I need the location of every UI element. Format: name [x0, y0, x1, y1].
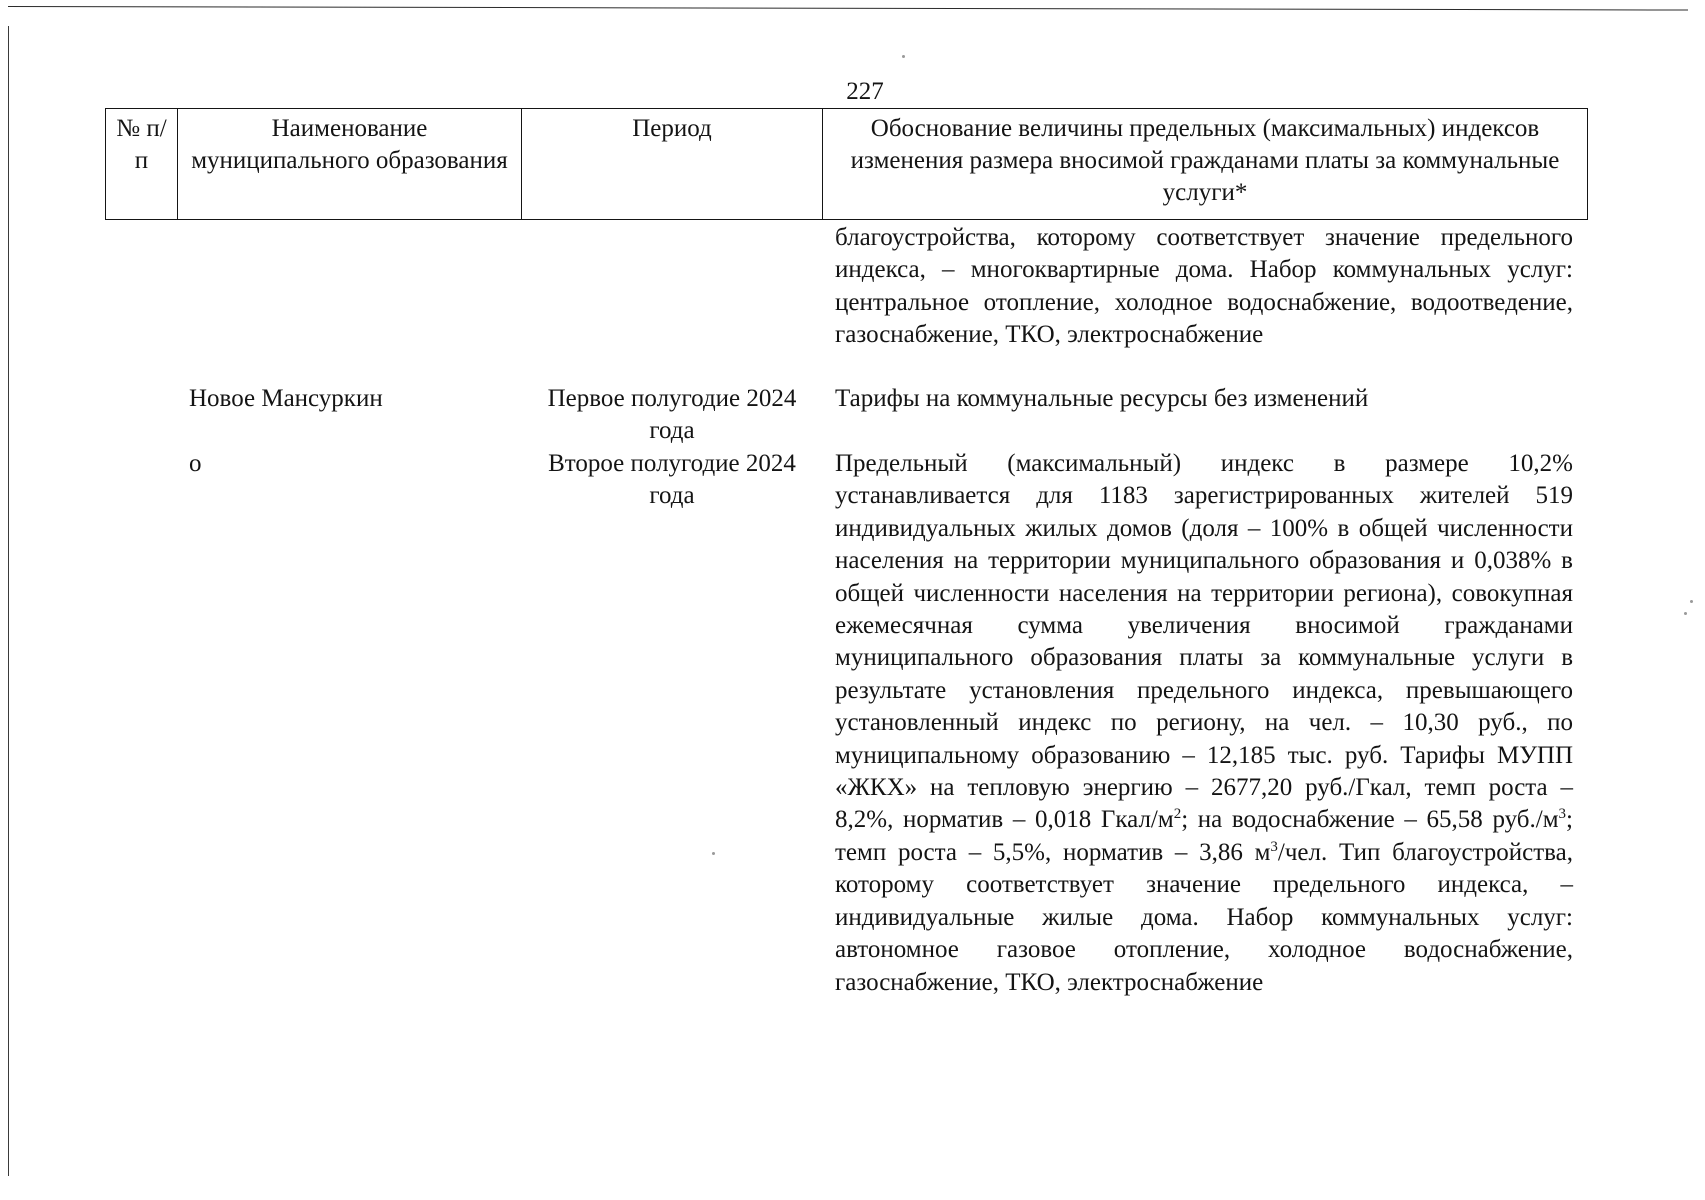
justification-second-half: Предельный (максимальный) индекс в размере 10,2% устанавливается для 1183 зарегистрированных жителей 519 индивидуальных жилых домов (доля – 100% в общей численности населения на территории муниципального образования и 0,038% в общей численности населения на территории региона), совокупная ежемесячная сумма увеличения вносимой гражданами муниципального образования платы за коммунальные услуги в результате установления предельного индекса, превышающего установленный индекс по региону, на чел. – 10,30 руб., по муниципальному образованию – 12,185 тыс. руб. Тарифы МУПП «ЖКХ» на тепловую энергию – 2677,20 руб./Гкал, темп роста – 8,2%, норматив – 0,018 Гкал/$м^2$; на водоснабжение – 65,58 $руб./м^3$; темп роста – 5,5%, норматив – 3,86 $м^3$/чел. Тип благоустройства, которому соответствует значение предельного индекса, – индивидуальные жилые дома. Набор коммунальных услуг: автономное газовое отопление, холодное водоснабжение, газоснабжение, ТКО, электроснабжение	[835, 450, 1573, 996]
scan-speck	[712, 852, 715, 855]
scan-edge-top	[8, 6, 1688, 11]
page-number: 227	[846, 78, 884, 105]
header-period: Период	[522, 109, 823, 220]
table-header-row	[106, 109, 1588, 220]
period-first-half: Первое полугодие 2024 года	[547, 385, 797, 445]
header-number: № п/п	[106, 109, 178, 220]
municipality-name-continuation: о	[189, 450, 202, 477]
header-justification: Обоснование величины предельных (максимальных) индексов изменения размера вносимой гражданами платы за коммунальные услуги*	[823, 109, 1588, 220]
scan-edge-left	[8, 26, 9, 1176]
header-municipality: Наименование муниципального образования	[178, 109, 522, 220]
superscript-3: 3	[1270, 838, 1278, 855]
justification-first-half: Тарифы на коммунальные ресурсы без изменений	[835, 385, 1369, 412]
scan-speck	[902, 55, 905, 58]
superscript-3: 3	[1558, 806, 1567, 823]
continued-justification: благоустройства, которому соответствует значение предельного индекса, – многоквартирные дома. Набор коммунальных услуг: центральное отопление, холодное водоснабжение, водоотведение, газоснабжение, ТКО, электроснабжение	[835, 224, 1573, 349]
scan-speck	[1690, 600, 1693, 603]
municipality-name: Новое Мансуркин	[189, 385, 383, 412]
superscript-2: 2	[1173, 806, 1182, 823]
scan-speck	[1684, 612, 1687, 615]
period-second-half: Второе полугодие 2024 года	[548, 450, 796, 510]
table-header	[105, 108, 1588, 220]
